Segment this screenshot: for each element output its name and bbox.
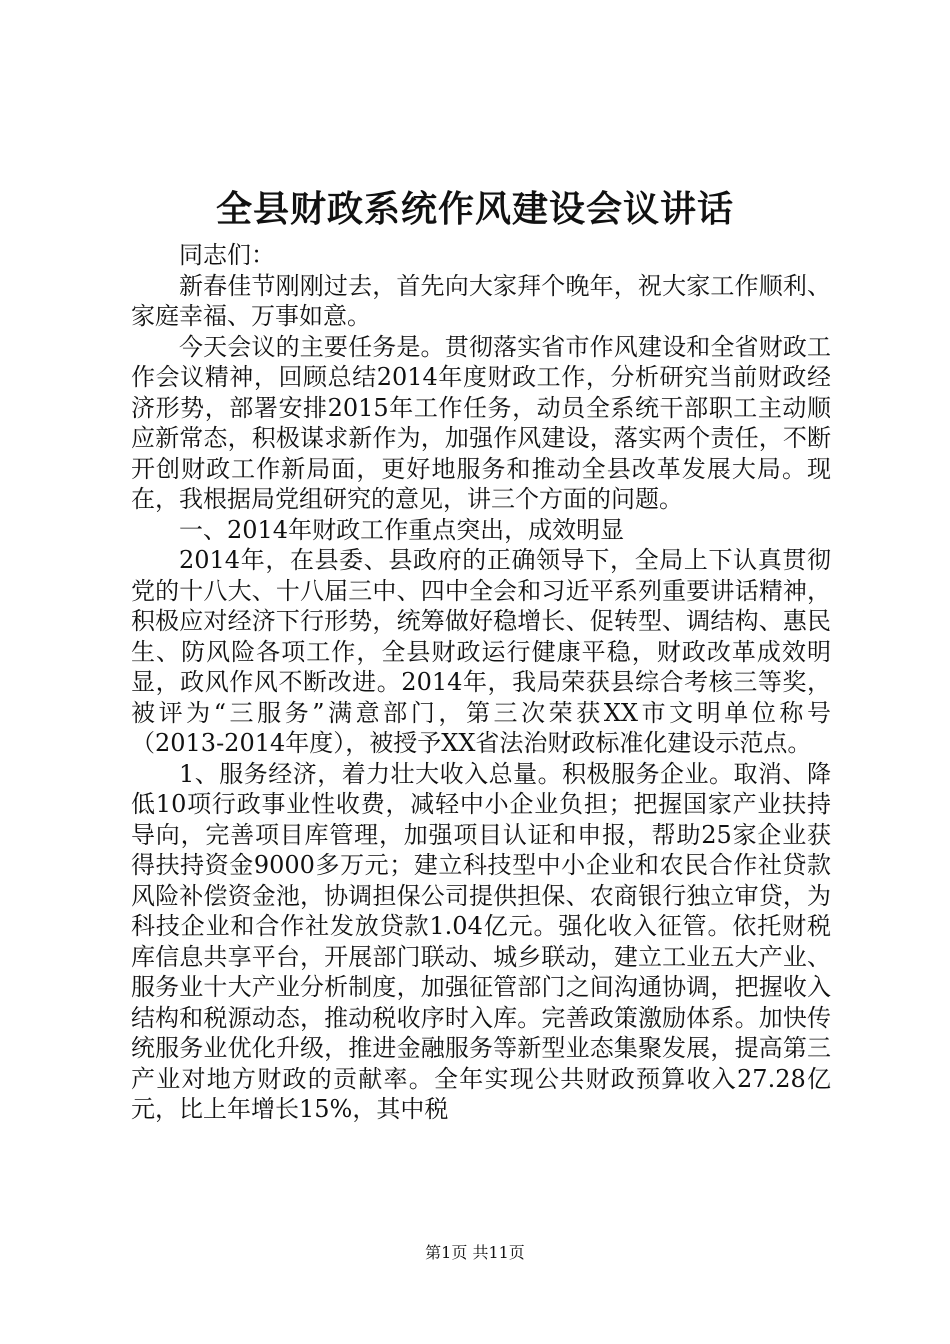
paragraph-2014-summary: 2014年，在县委、县政府的正确领导下，全局上下认真贯彻党的十八大、十八届三中、四中全会和习近平系列重要讲话精神，积极应对经济下行形势，统筹做好稳增长、促转型、调结构、惠民生、防风险各项工作，全县财政运行健康平稳，财政改革成效明显，政风作风不断改进。2014年，我局荣获县综合考核三等奖，被评为“三服务”满意部门，第三次荣获XX市文明单位称号（2013-2014年度），被授予XX省法治财政标准化建设示范点。 xyxy=(131,546,831,757)
paragraph-serve-economy: 1、服务经济，着力壮大收入总量。积极服务企业。取消、降低10项行政事业性收费，减轻中小企业负担；把握国家产业扶持导向，完善项目库管理，加强项目认证和申报，帮助25家企业获得扶持资金9000多万元；建立科技型中小企业和农民合作社贷款风险补偿资金池，协调担保公司提供担保、农商银行独立审贷，为科技企业和合作社发放贷款1.04亿元。强化收入征管。依托财税库信息共享平台，开展部门联动、城乡联动，建立工业五大产业、服务业十大产业分析制度，加强征管部门之间沟通协调，把握收入结构和税源动态，推动税收序时入库。完善政策激励体系。加快传统服务业优化升级，推进金融服务等新型业态集聚发展，提高第三产业对地方财政的贡献率。全年实现公共财政预算收入27.28亿元，比上年增长15%，其中税 xyxy=(131,759,831,1123)
paragraph-greeting: 新春佳节刚刚过去，首先向大家拜个晚年，祝大家工作顺利、家庭幸福、万事如意。 xyxy=(131,271,831,330)
section-heading-1: 一、2014年财政工作重点突出，成效明显 xyxy=(179,515,625,544)
paragraph-meeting-task: 今天会议的主要任务是。贯彻落实省市作风建设和全省财政工作会议精神，回顾总结2014年度财政工作，分析研究当前财政经济形势，部署安排2015年工作任务，动员全系统干部职工主动顺应新常态，积极谋求新作为，加强作风建设，落实两个责任，不断开创财政工作新局面，更好地服务和推动全县改革发展大局。现在，我根据局党组研究的意见，讲三个方面的问题。 xyxy=(131,332,831,513)
paragraph-salutation: 同志们： xyxy=(179,241,275,269)
document-title: 全县财政系统作风建设会议讲话 xyxy=(215,188,734,230)
page-number-footer: 第1页 共11页 xyxy=(425,1243,525,1262)
document-body xyxy=(131,240,831,1125)
